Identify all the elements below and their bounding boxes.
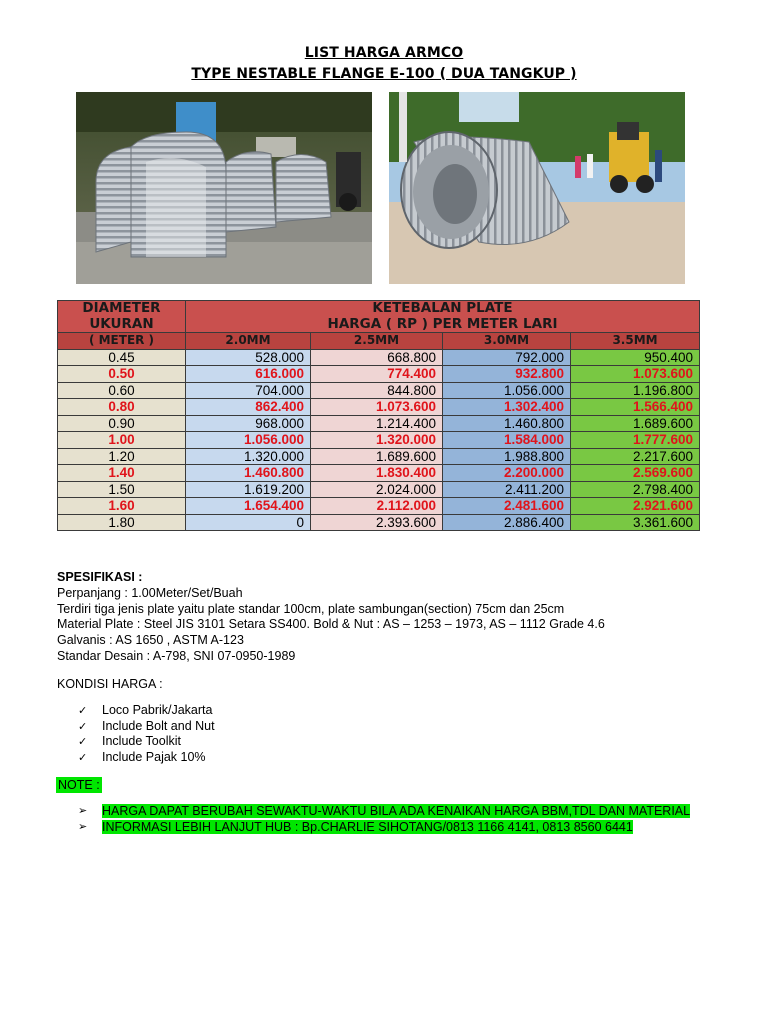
price-3-5mm-cell: 2.798.400 bbox=[571, 481, 700, 498]
diameter-cell: 0.90 bbox=[58, 415, 186, 432]
page-subtitle: TYPE NESTABLE FLANGE E-100 ( DUA TANGKUP ) bbox=[191, 66, 577, 82]
spec-length: Perpanjang : 1.00Meter/Set/Buah bbox=[57, 585, 243, 600]
price-2-0mm-cell: 1.619.200 bbox=[186, 481, 311, 498]
price-2-5mm-cell: 1.214.400 bbox=[311, 415, 443, 432]
list-item: ✓ Loco Pabrik/Jakarta bbox=[78, 703, 213, 717]
page-title: LIST HARGA ARMCO bbox=[304, 45, 464, 61]
price-2-5mm-cell: 1.320.000 bbox=[311, 432, 443, 449]
column-header-3-5mm: 3.5MM bbox=[571, 333, 700, 350]
price-2-0mm-cell: 1.654.400 bbox=[186, 498, 311, 515]
table-header-row bbox=[58, 301, 700, 333]
price-3-5mm-cell: 1.196.800 bbox=[571, 382, 700, 399]
diameter-cell: 1.50 bbox=[58, 481, 186, 498]
price-3-5mm-cell: 950.400 bbox=[571, 349, 700, 366]
spec-plate-types: Terdiri tiga jenis plate yaitu plate standar 100cm, plate sambungan(section) 75cm dan 25cm bbox=[57, 601, 565, 616]
price-3-5mm-cell: 3.361.600 bbox=[571, 514, 700, 531]
list-item: ✓ Include Toolkit bbox=[78, 734, 181, 748]
diameter-cell: 0.45 bbox=[58, 349, 186, 366]
specification-section bbox=[57, 570, 605, 665]
list-item: ➢ HARGA DAPAT BERUBAH SEWAKTU-WAKTU BILA ADA KENAIKAN HARGA BBM,TDL DAN MATERIAL bbox=[78, 804, 691, 818]
table-row bbox=[58, 498, 700, 515]
price-3-5mm-cell: 1.689.600 bbox=[571, 415, 700, 432]
table-row bbox=[58, 382, 700, 399]
check-mark-icon: ✓ bbox=[78, 719, 88, 733]
table-row bbox=[58, 415, 700, 432]
price-3-0mm-cell: 1.302.400 bbox=[443, 399, 571, 416]
price-2-5mm-cell: 1.073.600 bbox=[311, 399, 443, 416]
price-2-0mm-cell: 1.056.000 bbox=[186, 432, 311, 449]
column-header-3-0mm: 3.0MM bbox=[443, 333, 571, 350]
price-3-0mm-cell: 2.200.000 bbox=[443, 465, 571, 482]
check-mark-icon: ✓ bbox=[78, 750, 88, 764]
price-3-5mm-cell: 1.073.600 bbox=[571, 366, 700, 383]
unit-header: ( METER ) bbox=[58, 333, 186, 350]
diameter-cell: 1.20 bbox=[58, 448, 186, 465]
price-conditions-heading: KONDISI HARGA : bbox=[57, 677, 163, 691]
price-2-0mm-cell: 1.320.000 bbox=[186, 448, 311, 465]
diameter-header: DIAMETER UKURAN bbox=[58, 301, 186, 333]
price-2-5mm-cell: 2.112.000 bbox=[311, 498, 443, 515]
price-3-5mm-cell: 2.921.600 bbox=[571, 498, 700, 515]
price-3-5mm-cell: 2.217.600 bbox=[571, 448, 700, 465]
price-3-5mm-cell: 1.566.400 bbox=[571, 399, 700, 416]
price-3-0mm-cell: 792.000 bbox=[443, 349, 571, 366]
price-2-0mm-cell: 0 bbox=[186, 514, 311, 531]
price-2-0mm-cell: 528.000 bbox=[186, 349, 311, 366]
note-label: NOTE : bbox=[58, 778, 100, 792]
table-row bbox=[58, 399, 700, 416]
price-3-0mm-cell: 1.056.000 bbox=[443, 382, 571, 399]
diameter-cell: 1.40 bbox=[58, 465, 186, 482]
spec-galvanis: Galvanis : AS 1650 , ASTM A-123 bbox=[57, 633, 244, 648]
table-row bbox=[58, 465, 700, 482]
price-3-0mm-cell: 932.800 bbox=[443, 366, 571, 383]
note-list bbox=[78, 803, 690, 835]
price-3-0mm-cell: 2.481.600 bbox=[443, 498, 571, 515]
diameter-cell: 1.60 bbox=[58, 498, 186, 515]
spec-design-standard: Standar Desain : A-798, SNI 07-0950-1989 bbox=[57, 648, 296, 663]
thickness-header: KETEBALAN PLATE HARGA ( RP ) PER METER LARI bbox=[186, 301, 700, 333]
price-3-0mm-cell: 1.988.800 bbox=[443, 448, 571, 465]
price-2-0mm-cell: 862.400 bbox=[186, 399, 311, 416]
table-row bbox=[58, 514, 700, 531]
price-3-0mm-cell: 2.886.400 bbox=[443, 514, 571, 531]
price-3-0mm-cell: 2.411.200 bbox=[443, 481, 571, 498]
price-2-0mm-cell: 616.000 bbox=[186, 366, 311, 383]
diameter-cell: 0.50 bbox=[58, 366, 186, 383]
diameter-cell: 1.80 bbox=[58, 514, 186, 531]
price-3-5mm-cell: 2.569.600 bbox=[571, 465, 700, 482]
table-row bbox=[58, 432, 700, 449]
price-2-0mm-cell: 704.000 bbox=[186, 382, 311, 399]
list-item: ➢ INFORMASI LEBIH LANJUT HUB : Bp.CHARLIE SIHOTANG/0813 1166 4141, 0813 8560 6441 bbox=[78, 820, 633, 834]
list-item: ✓ Include Bolt and Nut bbox=[78, 718, 215, 733]
price-table bbox=[57, 300, 700, 531]
arrow-bullet-icon: ➢ bbox=[78, 804, 88, 817]
price-2-5mm-cell: 2.393.600 bbox=[311, 514, 443, 531]
check-mark-icon: ✓ bbox=[78, 704, 88, 717]
diameter-cell: 0.80 bbox=[58, 399, 186, 416]
diameter-cell: 0.60 bbox=[58, 382, 186, 399]
list-item: ✓ Include Pajak 10% bbox=[78, 749, 206, 764]
spec-material: Material Plate : Steel JIS 3101 Setara SS400. Bold & Nut : AS – 1253 – 1973, AS – 1112 Grade 4.6 bbox=[57, 617, 605, 632]
price-2-0mm-cell: 968.000 bbox=[186, 415, 311, 432]
price-2-5mm-cell: 844.800 bbox=[311, 382, 443, 399]
table-row bbox=[58, 448, 700, 465]
price-2-5mm-cell: 668.800 bbox=[311, 349, 443, 366]
specification-heading: SPESIFIKASI : bbox=[57, 570, 143, 584]
table-row bbox=[58, 366, 700, 383]
price-3-0mm-cell: 1.584.000 bbox=[443, 432, 571, 449]
price-conditions-list bbox=[78, 703, 215, 765]
photo-stacked-pipe-sections bbox=[76, 92, 372, 284]
price-2-5mm-cell: 774.400 bbox=[311, 366, 443, 383]
price-3-0mm-cell: 1.460.800 bbox=[443, 415, 571, 432]
price-2-5mm-cell: 2.024.000 bbox=[311, 481, 443, 498]
photo-assembled-culvert-pipe bbox=[389, 92, 685, 284]
price-3-5mm-cell: 1.777.600 bbox=[571, 432, 700, 449]
price-table-body bbox=[58, 349, 700, 531]
column-header-2-0mm: 2.0MM bbox=[186, 333, 311, 350]
arrow-bullet-icon: ➢ bbox=[78, 820, 88, 833]
table-subheader-row bbox=[58, 333, 700, 350]
check-mark-icon: ✓ bbox=[78, 735, 88, 748]
diameter-cell: 1.00 bbox=[58, 432, 186, 449]
price-2-5mm-cell: 1.689.600 bbox=[311, 448, 443, 465]
table-row bbox=[58, 481, 700, 498]
price-2-0mm-cell: 1.460.800 bbox=[186, 465, 311, 482]
table-row bbox=[58, 349, 700, 366]
price-2-5mm-cell: 1.830.400 bbox=[311, 465, 443, 482]
column-header-2-5mm: 2.5MM bbox=[311, 333, 443, 350]
